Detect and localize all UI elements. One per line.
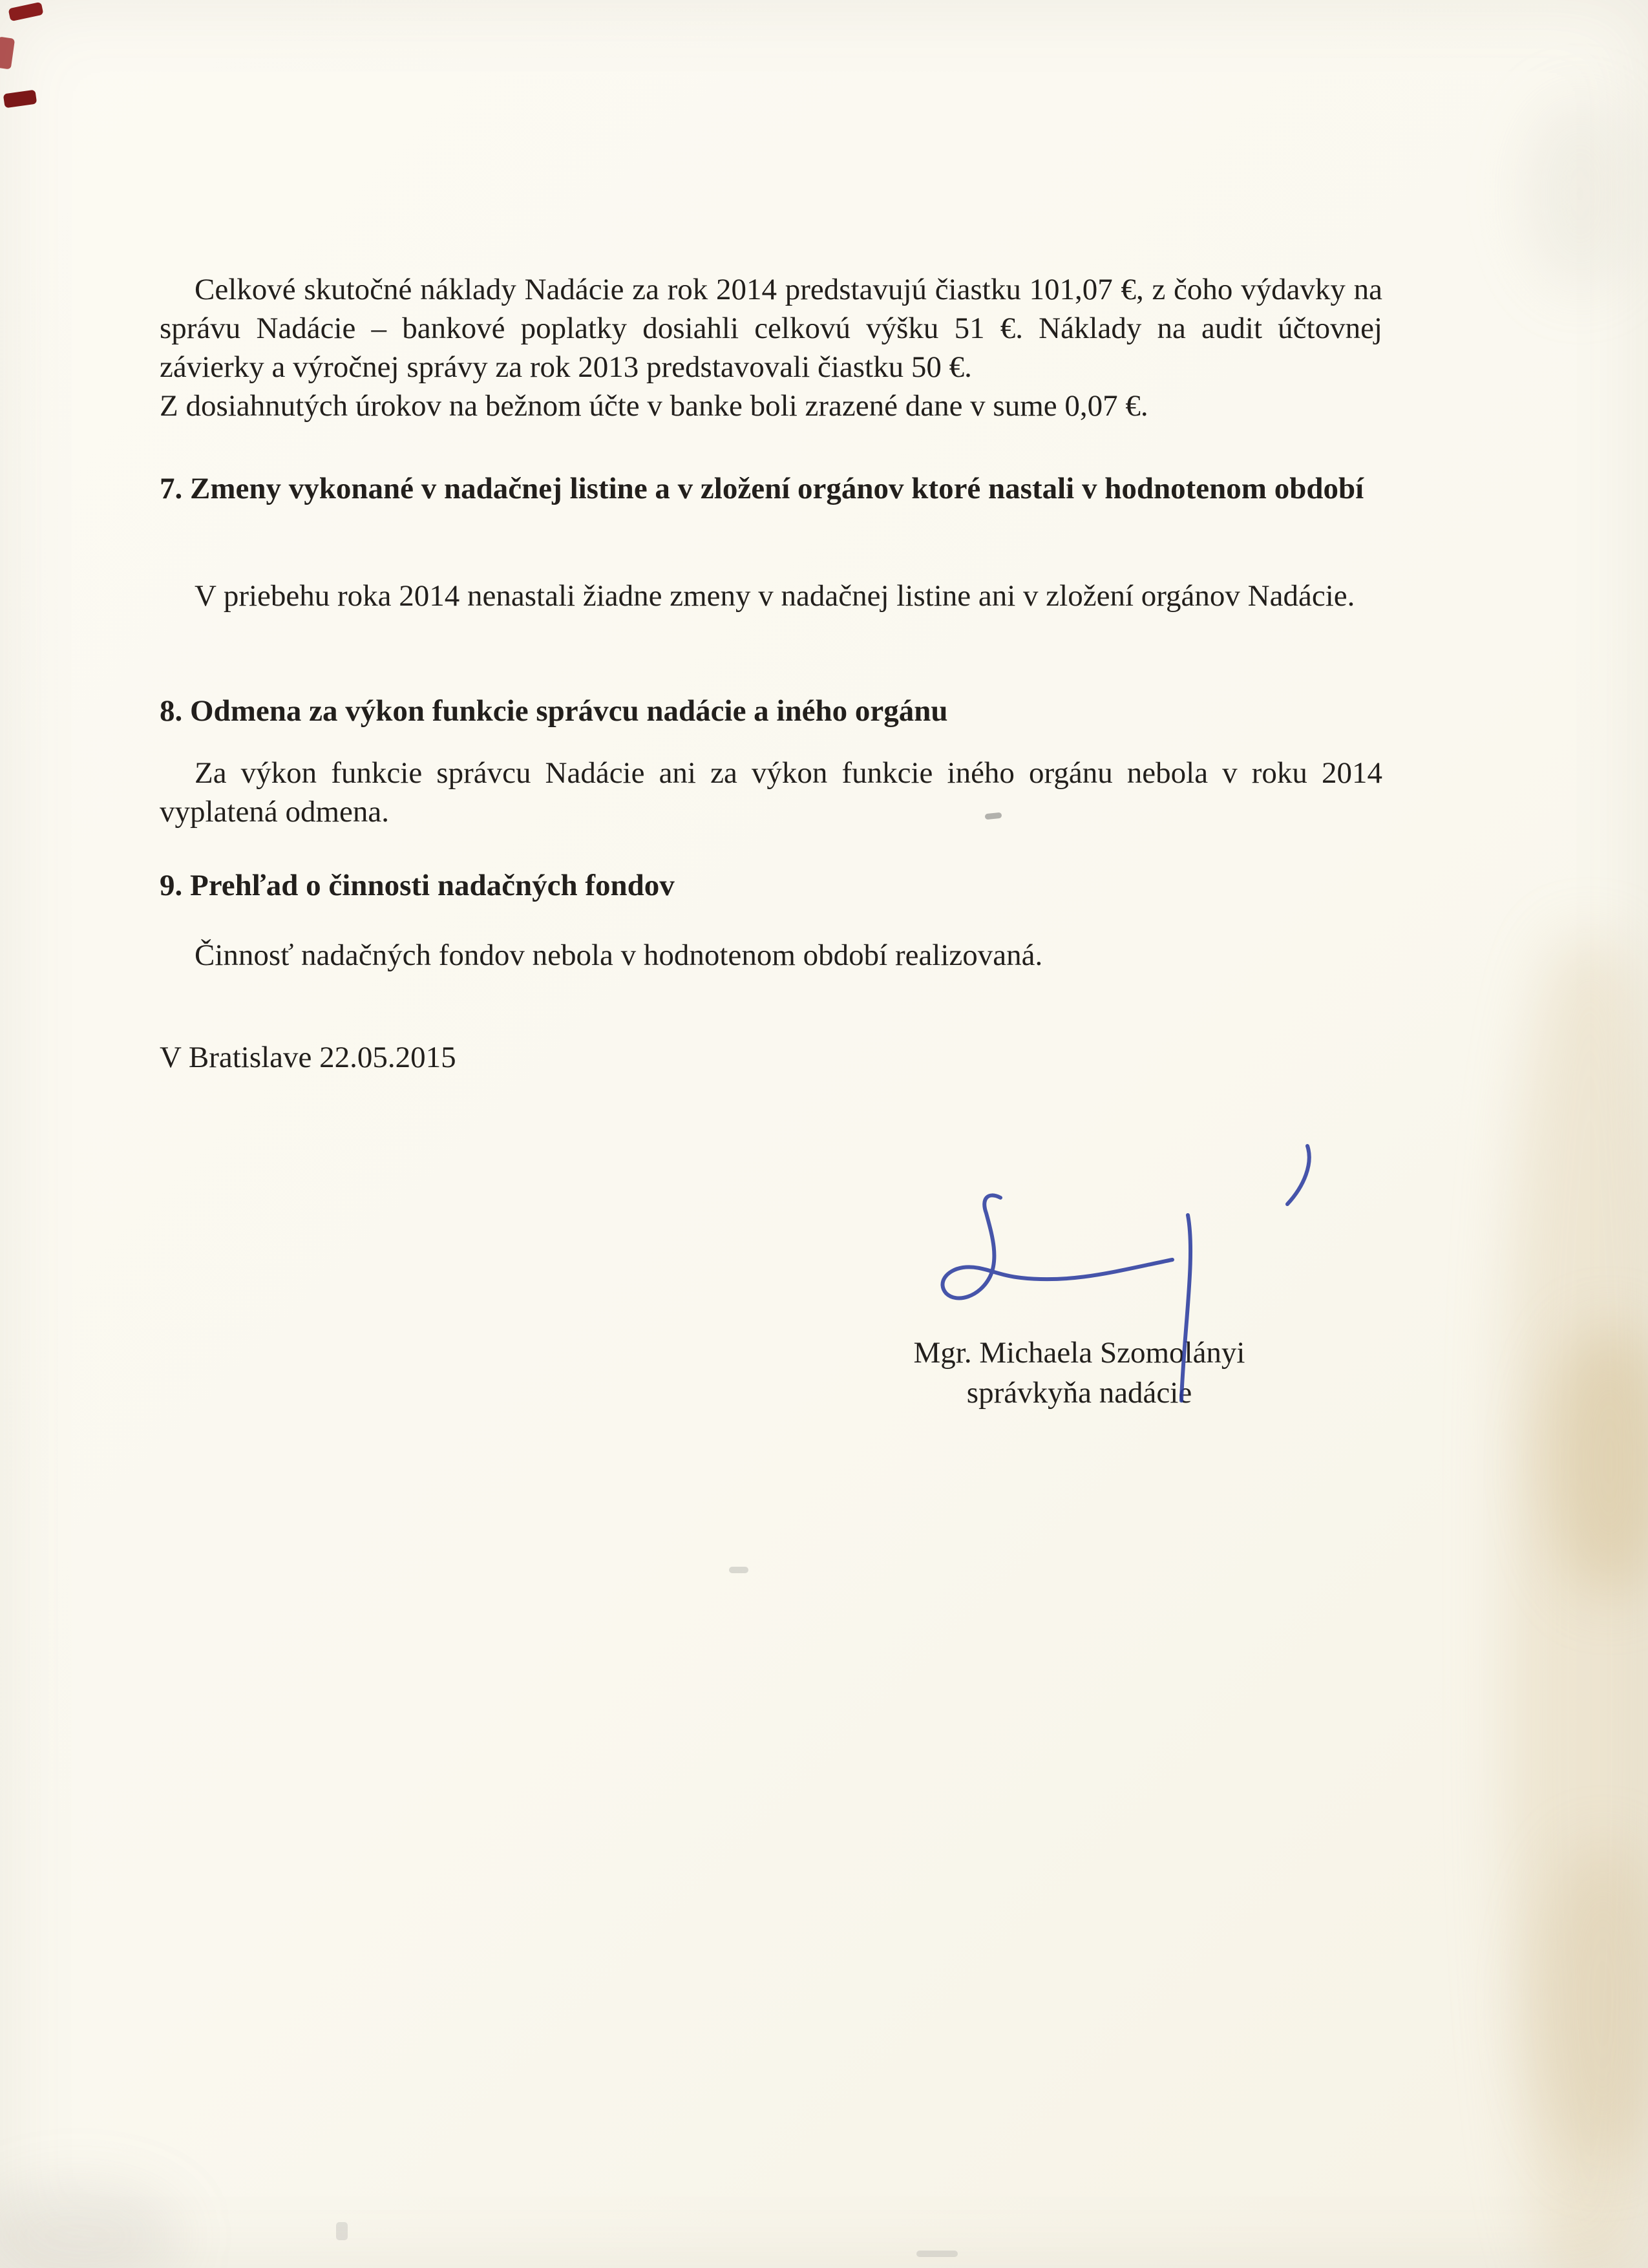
paragraph-costs [160,270,1382,425]
scan-stain [0,2185,181,2268]
scan-smudge [336,2222,348,2240]
scan-stain [1525,97,1635,291]
scan-edge-mark [0,36,15,69]
scan-edge-mark [8,2,43,21]
section-8-heading: 8. Odmena za výkon funkcie správcu nadácie a iného orgánu [160,694,948,728]
section-7-heading: 7. Zmeny vykonané v nadačnej listine a v zložení orgánov ktoré nastali v hodnotenom období [160,472,1364,505]
place-and-date: V Bratislave 22.05.2015 [160,1041,456,1074]
scan-stain [1506,937,1648,2268]
paragraph-costs-tax-line: Z dosiahnutých úrokov na bežnom účte v banke boli zrazené dane v sume 0,07 €. [160,389,1148,423]
scan-smudge [916,2251,958,2257]
paragraph-costs-main: Celkové skutočné náklady Nadácie za rok 2014 predstavujú čiastku 101,07 €, z čoho výdavky na správu Nadácie – bankové poplatky dosiahli celkovú výšku 51 €. Náklady na audit účtovnej závierky a výročnej správy za rok 2013 predstavovali čiastku 50 €. [160,273,1382,384]
signature-block [866,1333,1293,1413]
scan-stain [1538,1842,1648,2165]
scan-stain [1548,1325,1648,1596]
section-9-heading: 9. Prehľad o činnosti nadačných fondov [160,869,675,902]
scan-edge-mark [3,90,37,109]
section-9-body: Činnosť nadačných fondov nebola v hodnotenom období realizovaná. [195,938,1043,972]
signatory-name: Mgr. Michaela Szomolányi [913,1336,1245,1370]
signatory-role: správkyňa nadácie [966,1376,1192,1410]
section-8-body: Za výkon funkcie správcu Nadácie ani za výkon funkcie iného orgánu nebola v roku 2014 vyplatená odmena. [160,756,1382,829]
section-7-body: V priebehu roka 2014 nenastali žiadne zmeny v nadačnej listine ani v zložení orgánov Nadácie. [195,579,1355,613]
scan-smudge [729,1567,748,1573]
